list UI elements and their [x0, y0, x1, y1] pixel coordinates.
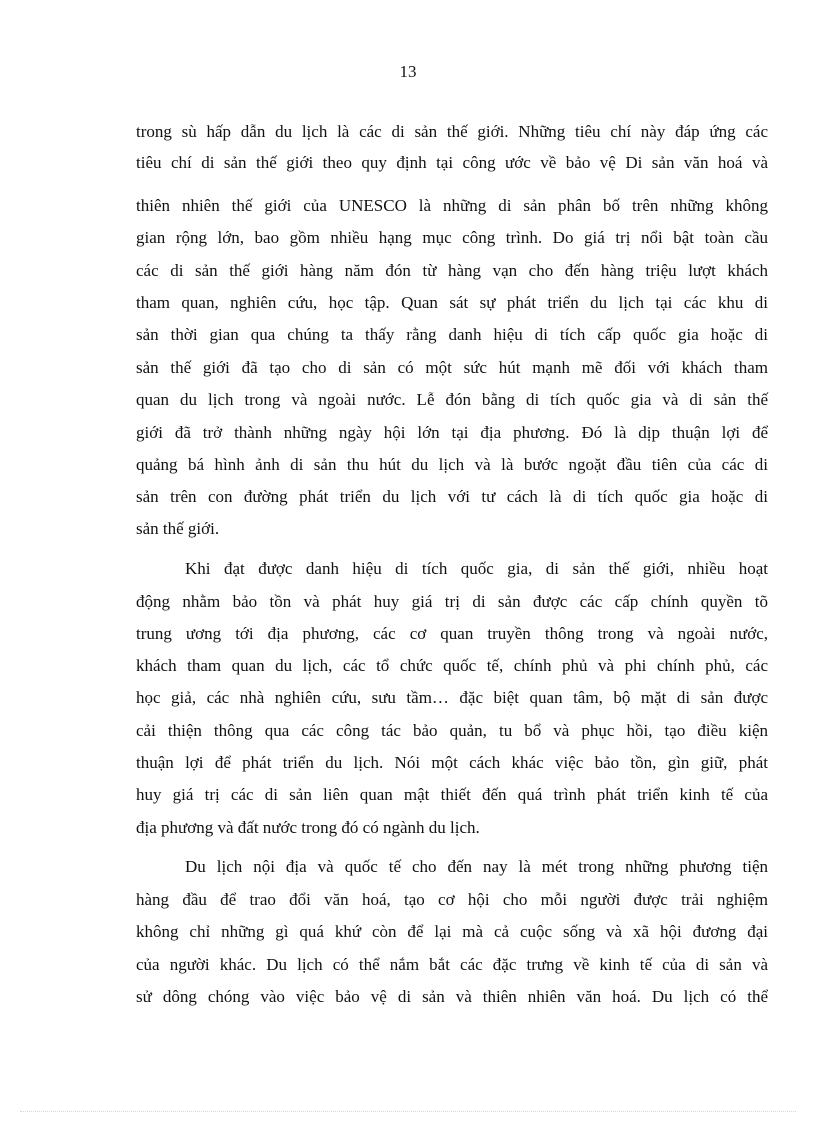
- body-line: cải thiện thông qua các công tác bảo quản, tu bổ và phục hồi, tạo điều kiện: [136, 721, 768, 740]
- body-line: giới đã trở thành những ngày hội lớn tại địa phương. Đó là dịp thuận lợi để: [136, 423, 768, 442]
- body-line: thiên nhiên thế giới của UNESCO là những di sản phân bố trên những không: [136, 196, 768, 215]
- body-line: sản thế giới.: [136, 519, 220, 538]
- body-line: trong sù hấp dẫn du lịch là các di sản thế giới. Những tiêu chí này đáp ứng các: [136, 122, 768, 141]
- page-number: 13: [399, 62, 417, 81]
- body-line: tiêu chí di sản thế giới theo quy định tại công ước về bảo vệ Di sản văn hoá và: [136, 153, 768, 172]
- body-line: của người khác. Du lịch có thể nắm bắt các đặc trưng về kinh tế của di sản và: [136, 955, 768, 974]
- body-line: sử dông chóng vào việc bảo vệ di sản và thiên nhiên văn hoá. Du lịch có thể: [136, 987, 768, 1006]
- body-line: không chỉ những gì quá khứ còn để lại mà cả cuộc sống và xã hội đương đại: [136, 922, 768, 941]
- page-bottom-border: [20, 1111, 796, 1112]
- body-line: động nhằm bảo tồn và phát huy giá trị di sản được các cấp chính quyền tõ: [136, 592, 768, 611]
- body-line: sản trên con đường phát triển du lịch với tư cách là di tích quốc gia hoặc di: [136, 487, 768, 506]
- body-line: hàng đầu để trao đổi văn hoá, tạo cơ hội cho mỗi người được trải nghiệm: [136, 890, 768, 909]
- body-line: huy giá trị các di sản liên quan mật thiết đến quá trình phát triển kinh tế của: [136, 785, 768, 804]
- body-line: quảng bá hình ảnh di sản thu hút du lịch và là bước ngoặt đầu tiên của các di: [136, 455, 768, 474]
- body-line: quan du lịch trong và ngoài nước. Lễ đón bằng di tích quốc gia và di sản thế: [136, 390, 768, 409]
- body-line: địa phương và đất nước trong đó có ngành du lịch.: [136, 818, 480, 837]
- body-line: sản thế giới đã tạo cho di sản có một sức hút mạnh mẽ đối với khách tham: [136, 358, 768, 377]
- body-line: các di sản thế giới hàng năm đón từ hàng vạn cho đến hàng triệu lượt khách: [136, 261, 768, 280]
- body-line: khách tham quan du lịch, các tổ chức quốc tế, chính phủ và phi chính phủ, các: [136, 656, 768, 675]
- body-line: tham quan, nghiên cứu, học tập. Quan sát sự phát triển du lịch tại các khu di: [136, 293, 768, 312]
- body-line: thuận lợi để phát triển du lịch. Nói một cách khác việc bảo tồn, gìn giữ, phát: [136, 753, 768, 772]
- body-line: sản thời gian qua chúng ta thấy rằng danh hiệu di tích cấp quốc gia hoặc di: [136, 325, 768, 344]
- body-line: học giả, các nhà nghiên cứu, sưu tầm… đặc biệt quan tâm, bộ mặt di sản được: [136, 688, 768, 707]
- body-line: gian rộng lớn, bao gồm nhiều hạng mục công trình. Do giá trị nổi bật toàn cầu: [136, 228, 768, 247]
- body-line: Khi đạt được danh hiệu di tích quốc gia, di sản thế giới, nhiều hoạt: [185, 559, 768, 578]
- body-line: trung ương tới địa phương, các cơ quan truyền thông trong và ngoài nước,: [136, 624, 768, 643]
- body-line: Du lịch nội địa và quốc tế cho đến nay là mét trong những phương tiện: [185, 857, 768, 876]
